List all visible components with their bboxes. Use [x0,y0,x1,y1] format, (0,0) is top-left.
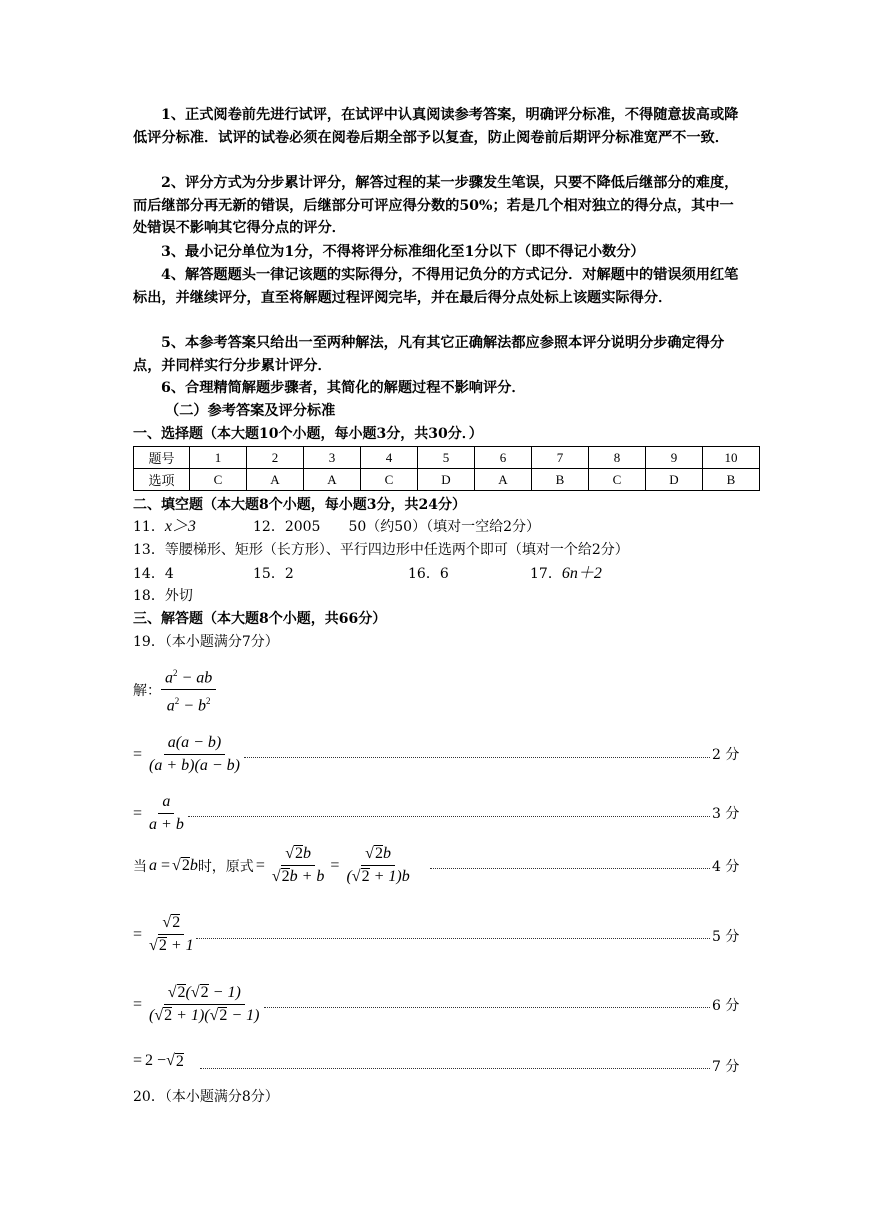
answer-14: 14．4 [133,566,174,582]
step-points: 5 分 [712,929,740,945]
answer-17: 17．6n＋2 [530,565,602,582]
table-row [134,469,760,491]
table-cell: 8 [589,447,646,469]
subtitle: （二）参考答案及评分标准 [165,403,336,419]
answer-17-math: 6n＋2 [561,565,602,582]
table-row [134,447,760,469]
fraction: $\frac{a^2 - ab}{a^2 - b^2}$ [161,664,216,716]
step-4: = $\frac{√2}{√2 + 1}$ [133,914,198,955]
fraction: $\frac{a}{a + b}$ [149,793,184,833]
answer-13: 13．等腰梯形、矩形（长方形）、平行四边形中任选两个即可（填对一个给2分） [133,542,629,558]
solution-start: 解： $\frac{a^2 - ab}{a^2 - b^2}$ [133,664,216,716]
section1-title: 一、选择题（本大题10个小题，每小题3分，共30分．） [133,426,483,442]
fraction: $\frac{√2b}{(√2 + 1)b}$ [346,845,410,885]
table-cell: 1 [190,447,247,469]
fraction: $\frac{√2b}{√2b + b}$ [271,845,325,885]
rule-3: 3、最小记分单位为1分，不得将评分标准细化至1分以下（即不得记小数分） [161,244,645,260]
step-1: = $\frac{a(a - b)}{(a + b)(a - b)}$ [133,734,244,775]
table-cell: B [703,469,760,491]
table-cell: D [646,469,703,491]
table-cell: 9 [646,447,703,469]
step-points: 6 分 [712,998,740,1014]
step-2: = $\frac{a}{a + b}$ [133,793,188,834]
dotted-leader [196,938,710,939]
table-cell: 3 [304,447,361,469]
fraction: $\frac{√2}{√2 + 1}$ [149,914,194,954]
table-cell: A [304,469,361,491]
table-cell: 5 [418,447,475,469]
section3-title: 三、解答题（本大题8个小题，共66分） [133,611,387,627]
answer-table [133,446,760,491]
table-cell: A [247,469,304,491]
table-cell: 4 [361,447,418,469]
answer-11: 11．x＞3 [133,518,196,535]
table-cell: C [589,469,646,491]
table-cell: 题号 [134,447,190,469]
rule-6: 6、合理精简解题步骤者，其简化的解题过程不影响评分． [161,380,526,396]
dotted-leader [264,1007,710,1008]
section2-title: 二、填空题（本大题8个小题，每小题3分，共24分） [133,497,466,513]
step-points: 7 分 [712,1059,740,1075]
dotted-leader [430,868,710,869]
step-points: 4 分 [712,859,740,875]
table-cell: 6 [475,447,532,469]
rule-2: 2、评分方式为分步累计评分，解答过程的某一步骤发生笔误，只要不降低后继部分的难度，而后继部分再无新的错误，后继部分可评应得分数的50%；若是几个相对独立的得分点，其中一处错误不影响其它得分点的评分． [133,175,739,237]
answer-18: 18．外切 [133,588,193,604]
answer-12: 12．2005 50（约50）（填对一空给2分） [253,519,540,535]
table-cell: A [475,469,532,491]
rule-1: 1、正式阅卷前先进行试评，在试评中认真阅读参考答案，明确评分标准，不得随意拔高或降低评分标准．试评的试卷必须在阅卷后期全部予以复查，防止阅卷前后期评分标准宽严不一致． [133,107,739,146]
step-points: 3 分 [712,806,740,822]
table-cell: 10 [703,447,760,469]
q19-heading: 19．（本小题满分7分） [133,634,279,650]
answer-11-math: x＞3 [164,518,196,535]
table-cell: 7 [532,447,589,469]
step-6: = 2 − √ 2 [133,1052,184,1070]
answer-16: 16．6 [408,566,449,582]
step-points: 2 分 [712,747,740,763]
table-cell: 选项 [134,469,190,491]
table-cell: D [418,469,475,491]
step-5: = $\frac{√2(√2 - 1)}{(√2 + 1)(√2 - 1)}$ [133,984,264,1025]
table-cell: C [361,469,418,491]
fraction: $\frac{√2(√2 - 1)}{(√2 + 1)(√2 - 1)}$ [149,984,260,1024]
dotted-leader [244,757,710,758]
table-cell: B [532,469,589,491]
answer-15: 15．2 [253,566,294,582]
dotted-leader [188,816,710,817]
fraction: $\frac{a(a - b)}{(a + b)(a - b)}$ [149,734,240,774]
step-3: 当 a = √2b 时，原式 = $\frac{√2b}{√2b + b}$ = $\frac{√2b}{(√2 + 1)b}$ [133,845,414,886]
dotted-leader [200,1068,710,1069]
rule-4: 4、解答题题头一律记该题的实际得分，不得用记负分的方式记分．对解题中的错误须用红笔标出，并继续评分，直至将解题过程评阅完毕，并在最后得分点处标上该题实际得分． [133,267,739,306]
rule-5: 5、本参考答案只给出一至两种解法，凡有其它正确解法都应参照本评分说明分步确定得分点，并同样实行分步累计评分． [133,335,725,374]
q20-heading: 20．（本小题满分8分） [133,1089,279,1105]
table-cell: 2 [247,447,304,469]
table-cell: C [190,469,247,491]
